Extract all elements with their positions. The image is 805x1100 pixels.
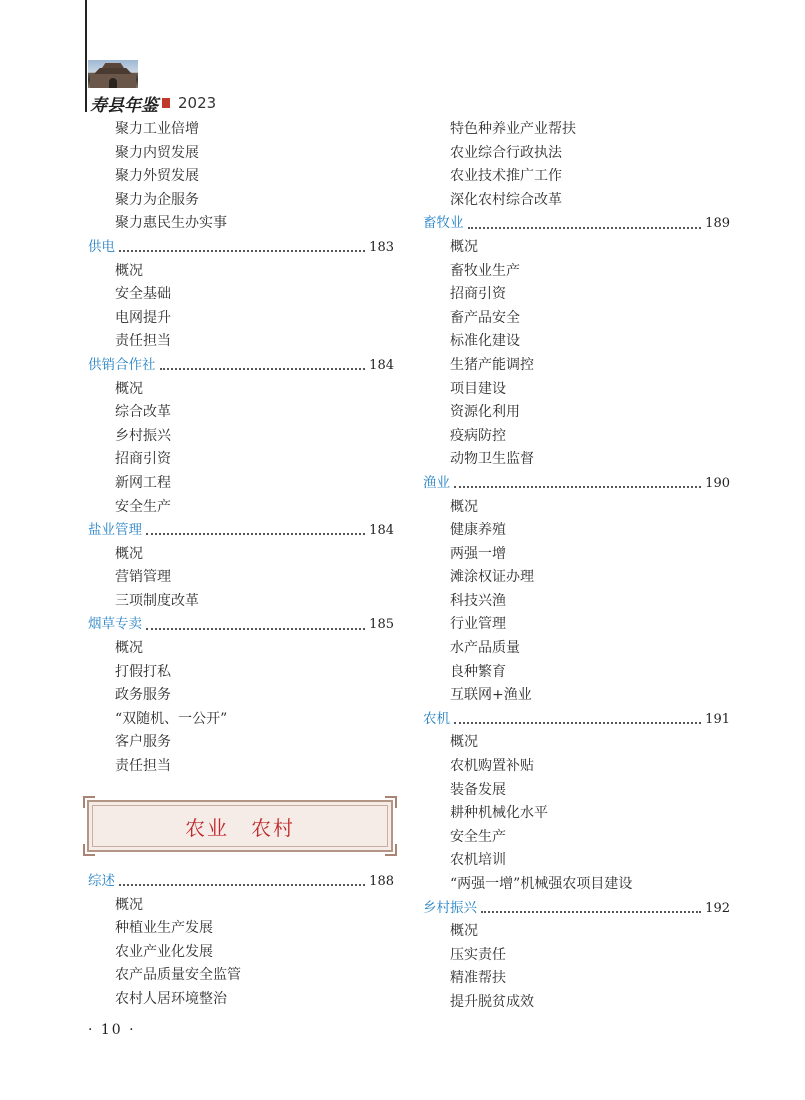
leader-dots [454, 485, 701, 488]
leader-dots [146, 627, 365, 630]
toc-section-entry[interactable] [88, 870, 394, 894]
toc-section-entry[interactable] [88, 519, 394, 543]
toc-subentry[interactable]: 水产品质量 [450, 640, 520, 657]
chapter-banner [87, 800, 393, 852]
toc-subentry[interactable]: 概况 [115, 896, 143, 913]
seal-icon [162, 98, 170, 108]
leader-dots [119, 883, 365, 886]
section-title[interactable]: 渔业 [423, 474, 450, 491]
toc-right-column [423, 118, 730, 1015]
toc-subentry[interactable]: 乡村振兴 [115, 427, 171, 444]
section-title[interactable]: 烟草专卖 [88, 616, 142, 633]
section-page-number: 191 [705, 711, 730, 727]
toc-section-entry[interactable] [88, 354, 394, 378]
toc-subentry[interactable]: 概况 [115, 545, 143, 562]
toc-subentry[interactable]: 安全基础 [115, 286, 171, 303]
section-page-number: 189 [705, 216, 730, 232]
toc-left-column [88, 118, 394, 779]
section-title[interactable]: 农机 [423, 710, 450, 727]
section-page-number: 185 [369, 617, 394, 633]
section-page-number: 184 [369, 357, 394, 373]
toc-subentry[interactable]: 概况 [115, 640, 143, 657]
toc-subentry[interactable]: 综合改革 [115, 404, 171, 421]
toc-subentry[interactable]: 深化农村综合改革 [450, 191, 562, 208]
toc-subentry[interactable]: 标准化建设 [450, 333, 520, 350]
toc-subentry[interactable]: 概况 [450, 238, 478, 255]
toc-subentry[interactable]: 行业管理 [450, 616, 506, 633]
toc-subentry[interactable]: 两强一增 [450, 545, 506, 562]
toc-subentry[interactable]: 电网提升 [115, 309, 171, 326]
section-title[interactable]: 畜牧业 [423, 215, 464, 232]
toc-subentry[interactable]: 农村人居环境整治 [115, 990, 227, 1007]
toc-subentry[interactable]: 概况 [450, 734, 478, 751]
toc-subentry[interactable]: 概况 [115, 380, 143, 397]
toc-subentry[interactable]: 打假打私 [115, 663, 171, 680]
toc-section-entry[interactable] [423, 212, 730, 236]
toc-subentry[interactable]: 聚力惠民生办实事 [115, 215, 227, 232]
leader-dots [146, 532, 365, 535]
leader-dots [468, 226, 702, 229]
toc-subentry[interactable]: 农机购置补贴 [450, 758, 534, 775]
toc-subentry[interactable]: 聚力为企服务 [115, 191, 199, 208]
toc-subentry[interactable]: 聚力外贸发展 [115, 168, 199, 185]
section-page-number: 183 [369, 239, 394, 255]
toc-subentry[interactable]: 招商引资 [115, 451, 171, 468]
page-number: · 10 · [88, 1022, 136, 1038]
toc-subentry[interactable]: 三项制度改革 [115, 592, 199, 609]
section-page-number: 192 [705, 900, 730, 916]
toc-subentry[interactable]: 畜产品安全 [450, 309, 520, 326]
toc-subentry[interactable]: “两强一增”机械强农项目建设 [450, 876, 633, 892]
section-page-number: 188 [369, 874, 394, 889]
toc-subentry[interactable]: 农业综合行政执法 [450, 144, 562, 161]
book-title [90, 92, 216, 114]
header-city-gate-image [88, 60, 138, 88]
toc-subentry[interactable]: 概况 [450, 923, 478, 940]
toc-subentry[interactable]: 概况 [115, 262, 143, 279]
toc-section-entry[interactable] [88, 613, 394, 637]
section-title[interactable]: 乡村振兴 [423, 899, 477, 916]
toc-subentry[interactable]: 提升脱贫成效 [450, 993, 534, 1010]
toc-subentry[interactable]: 疫病防控 [450, 427, 506, 444]
toc-subentry[interactable]: 滩涂权证办理 [450, 569, 534, 586]
section-title[interactable]: 供销合作社 [88, 356, 156, 373]
toc-subentry[interactable]: 畜牧业生产 [450, 262, 520, 279]
toc-section-entry[interactable] [88, 236, 394, 260]
leader-dots [160, 367, 366, 370]
toc-subentry[interactable]: 特色种养业产业帮扶 [450, 121, 576, 137]
toc-subentry[interactable]: 种植业生产发展 [115, 920, 213, 937]
toc-subentry[interactable]: 互联网+渔业 [450, 687, 532, 704]
toc-subentry[interactable]: 科技兴渔 [450, 592, 506, 609]
toc-subentry[interactable]: 健康养殖 [450, 522, 506, 539]
toc-section-entry[interactable] [423, 897, 730, 921]
section-title[interactable]: 综述 [88, 873, 115, 889]
toc-section-entry[interactable] [423, 472, 730, 496]
toc-subentry[interactable]: 农机培训 [450, 852, 506, 869]
toc-subentry[interactable]: 招商引资 [450, 286, 506, 303]
section-page-number: 190 [705, 475, 730, 491]
section-title[interactable]: 供电 [88, 238, 115, 255]
toc-subentry[interactable]: 生猪产能调控 [450, 356, 534, 373]
toc-left-column-bottom [88, 870, 394, 1012]
toc-subentry[interactable]: 安全生产 [450, 828, 506, 845]
book-title-text: 寿县年鉴 [90, 95, 158, 116]
toc-subentry[interactable]: 耕种机械化水平 [450, 805, 548, 822]
leader-dots [119, 249, 365, 252]
chapter-title: 农业 农村 [185, 815, 295, 840]
toc-subentry[interactable]: 农业产业化发展 [115, 943, 213, 960]
section-title[interactable]: 盐业管理 [88, 522, 142, 539]
book-year: 2023 [178, 94, 217, 112]
toc-subentry[interactable]: 资源化利用 [450, 404, 520, 421]
leader-dots [481, 910, 701, 913]
toc-subentry[interactable]: 聚力内贸发展 [115, 144, 199, 161]
toc-subentry[interactable]: 良种繁育 [450, 663, 506, 680]
toc-subentry[interactable]: 新网工程 [115, 474, 171, 491]
toc-subentry[interactable]: 客户服务 [115, 734, 171, 751]
toc-subentry[interactable]: 概况 [450, 498, 478, 515]
toc-subentry[interactable]: 农产品质量安全监管 [115, 967, 241, 984]
toc-section-entry[interactable] [423, 708, 730, 732]
toc-subentry[interactable]: 责任担当 [115, 758, 171, 775]
toc-subentry[interactable]: 聚力工业倍增 [115, 121, 199, 137]
section-page-number: 184 [369, 523, 394, 539]
toc-subentry[interactable]: 农业技术推广工作 [450, 168, 562, 185]
toc-subentry[interactable]: 营销管理 [115, 569, 171, 586]
toc-subentry[interactable]: 责任担当 [115, 333, 171, 350]
toc-subentry[interactable]: 精准帮扶 [450, 970, 506, 987]
toc-subentry[interactable]: 压实责任 [450, 946, 506, 963]
toc-subentry[interactable]: 动物卫生监督 [450, 451, 534, 468]
toc-subentry[interactable]: 项目建设 [450, 380, 506, 397]
toc-subentry[interactable]: 安全生产 [115, 498, 171, 515]
header-rule [85, 0, 87, 112]
toc-subentry[interactable]: “双随机、一公开” [115, 710, 228, 727]
leader-dots [454, 721, 701, 724]
toc-subentry[interactable]: 政务服务 [115, 687, 171, 704]
toc-subentry[interactable]: 装备发展 [450, 781, 506, 798]
